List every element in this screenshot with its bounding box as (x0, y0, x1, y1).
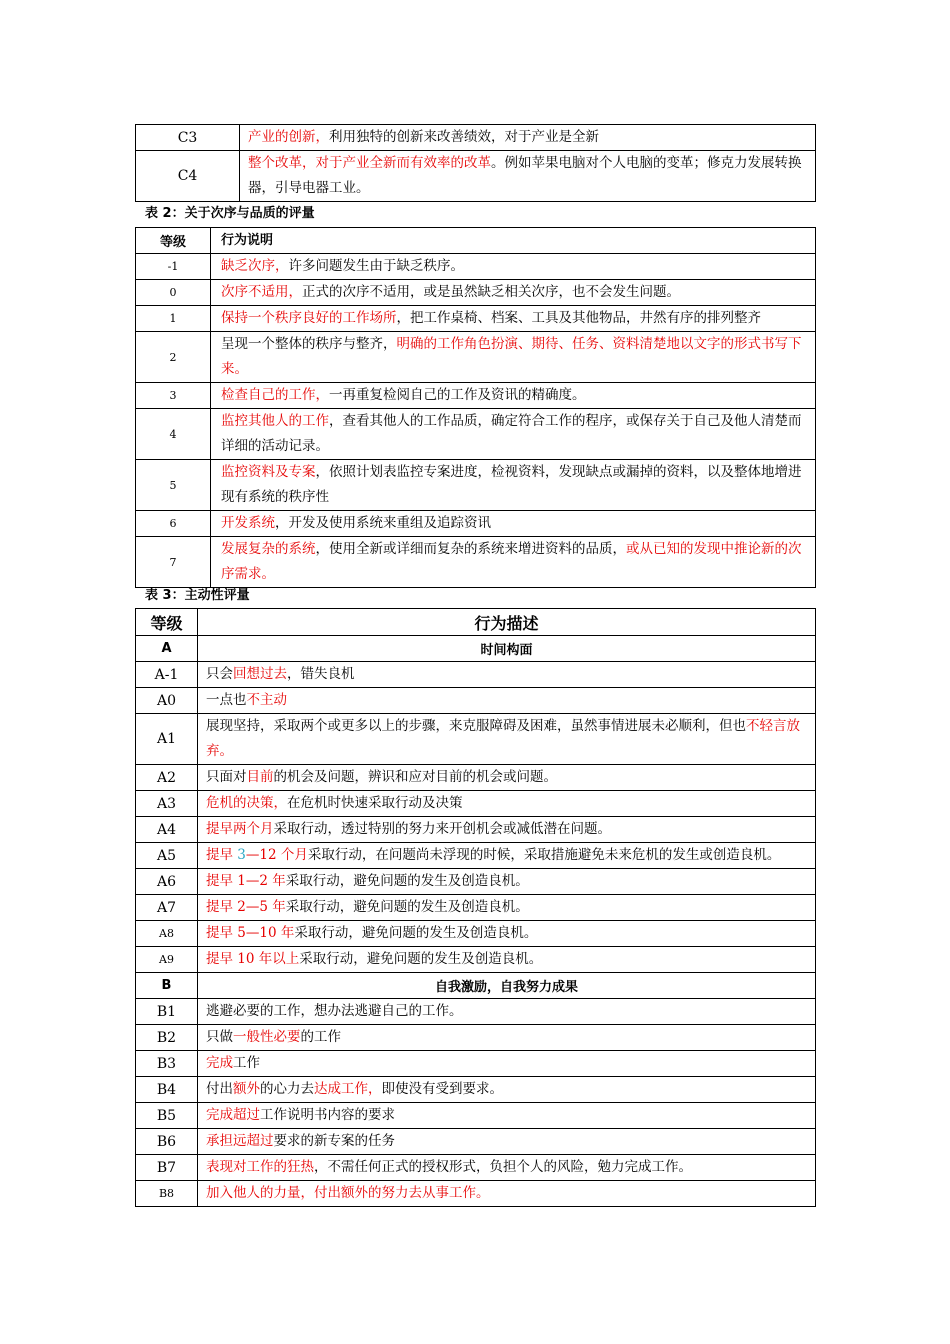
text-run: 采取行动，在问题尚未浮现的时候，采取措施避免未来危机的发生或创造良机。 (307, 847, 781, 863)
table-3-section-a-body (136, 662, 816, 973)
level-cell: B6 (136, 1129, 198, 1155)
text-run: ，不需任何正式的授权形式，负担个人的风险，勉力完成工作。 (314, 1159, 692, 1175)
level-cell: A7 (136, 895, 198, 921)
description-cell (198, 1181, 816, 1207)
description-cell (211, 280, 816, 306)
table-row (136, 843, 816, 869)
text-run: ，使用全新或详细而复杂的系统来增进资料的品质， (315, 541, 626, 557)
text-run: ，查看其他人的工作品质，确定符合工作的程序，或保存关于自己及他人清楚而详细的活动记录。 (221, 413, 802, 454)
table-row (136, 383, 816, 409)
level-cell: A8 (136, 921, 198, 947)
text-run: 提早两个月 (206, 821, 274, 837)
level-cell: A4 (136, 817, 198, 843)
table-row (136, 895, 816, 921)
text-run: 提早 (206, 847, 238, 863)
header-level: 等级 (136, 609, 198, 636)
table-row (136, 537, 816, 588)
level-cell: A0 (136, 688, 198, 714)
text-run: 提早 5—10 年 (206, 925, 295, 941)
level-cell: 2 (136, 332, 211, 383)
text-run: 采取行动，避免问题的发生及创造良机。 (285, 873, 529, 889)
section-title: 时间构面 (198, 636, 816, 662)
table-2-body (136, 254, 816, 588)
section-level: A (136, 636, 198, 662)
level-cell: B2 (136, 1025, 198, 1051)
section-row-b (136, 973, 816, 999)
table-row (136, 280, 816, 306)
table-row (136, 1129, 816, 1155)
level-cell: B5 (136, 1103, 198, 1129)
description-cell (198, 1051, 816, 1077)
level-cell: 6 (136, 511, 211, 537)
text-run: 即使没有受到要求。 (381, 1081, 503, 1097)
text-run: 只做 (206, 1029, 233, 1045)
text-run: 提早 10 年以上 (206, 951, 300, 967)
text-run: 保持一个秩序良好的工作场所 (221, 310, 397, 326)
level-cell: 4 (136, 409, 211, 460)
description-cell (198, 791, 816, 817)
text-run: 呈现一个整体的秩序与整齐， (221, 336, 397, 352)
text-run: 目前 (246, 769, 274, 785)
description-cell (198, 662, 816, 688)
table-row (136, 947, 816, 973)
description-cell (198, 817, 816, 843)
text-run: 危机的决策， (206, 795, 287, 811)
header-desc: 行为说明 (211, 228, 816, 254)
section-title: 自我激励，自我努力成果 (198, 973, 816, 999)
text-run: 监控资料及专案 (221, 464, 316, 480)
level-cell: 1 (136, 306, 211, 332)
description-cell (240, 125, 816, 151)
text-run: 的心力去 (260, 1081, 314, 1097)
description-cell (211, 537, 816, 588)
description-cell (198, 921, 816, 947)
text-run: 完成 (206, 1055, 233, 1071)
table-3-initiative (135, 608, 816, 1207)
table-3-caption: 表 3：主动性评量 (145, 588, 250, 603)
table-row (136, 1181, 816, 1207)
description-cell (198, 688, 816, 714)
text-run: 一般性必要 (233, 1029, 301, 1045)
description-cell (198, 999, 816, 1025)
level-cell: B4 (136, 1077, 198, 1103)
table-row (136, 1155, 816, 1181)
level-cell: B8 (136, 1181, 198, 1207)
text-run: 表现对工作的狂热 (206, 1159, 314, 1175)
table-2-order-quality (135, 227, 816, 588)
level-cell: A2 (136, 765, 198, 791)
header-desc: 行为描述 (198, 609, 816, 636)
text-run: 整个改革，对于产业全新而有效率的改革 (248, 155, 491, 171)
table-row (136, 306, 816, 332)
text-run: 要求的新专案的任务 (273, 1133, 395, 1149)
description-cell (198, 895, 816, 921)
description-cell (198, 765, 816, 791)
text-run: 在危机时快速采取行动及决策 (287, 795, 463, 811)
section-row-a (136, 636, 816, 662)
level-cell: -1 (136, 254, 211, 280)
table-row (136, 1077, 816, 1103)
description-cell (211, 511, 816, 537)
table-row (136, 125, 816, 151)
table-row (136, 332, 816, 383)
description-cell (198, 1103, 816, 1129)
table-row (136, 1051, 816, 1077)
text-run: —12 个月 (245, 847, 308, 863)
description-cell (198, 1129, 816, 1155)
text-run: 次序不适用， (221, 284, 302, 300)
level-cell: 3 (136, 383, 211, 409)
text-run: 完成超过 (206, 1107, 260, 1123)
header-level: 等级 (136, 228, 211, 254)
text-run: 提早 1—2 年 (206, 873, 286, 889)
text-run: 一再重复检阅自己的工作及资讯的精确度。 (329, 387, 586, 403)
text-run: 只会 (206, 666, 233, 682)
table-row (136, 1103, 816, 1129)
level-cell: 0 (136, 280, 211, 306)
text-run: 加入他人的力量，付出额外的努力去从事工作。 (206, 1185, 490, 1201)
level-cell: B3 (136, 1051, 198, 1077)
text-run: 工作说明书内容的要求 (260, 1107, 395, 1123)
section-level: B (136, 973, 198, 999)
text-run: 展现坚持，采取两个或更多以上的步骤，来克服障碍及困难，虽然事情进展未必顺利，但也 (206, 718, 746, 734)
level-cell: 7 (136, 537, 211, 588)
level-cell: A9 (136, 947, 198, 973)
description-cell (240, 151, 816, 202)
text-run: 额外 (233, 1081, 260, 1097)
text-run: 3 (237, 847, 246, 863)
text-run: 承担远超过 (206, 1133, 274, 1149)
text-run: 检查自己的工作， (221, 387, 329, 403)
table-row (136, 460, 816, 511)
text-run: ，把工作桌椅、档案、工具及其他物品，井然有序的排列整齐 (396, 310, 761, 326)
level-cell: C4 (136, 151, 240, 202)
table-row (136, 254, 816, 280)
text-run: 的工作 (300, 1029, 341, 1045)
text-run: 或从已知的发现中推论新的次序需求。 (221, 541, 802, 582)
text-run: ，错失良机 (287, 666, 355, 682)
description-cell (198, 869, 816, 895)
table-row (136, 999, 816, 1025)
table-row (136, 765, 816, 791)
text-run: 逃避必要的工作，想办法逃避自己的工作。 (206, 1003, 463, 1019)
level-cell: A5 (136, 843, 198, 869)
table-row (136, 714, 816, 765)
text-run: 缺乏次序， (221, 258, 289, 274)
level-cell: B7 (136, 1155, 198, 1181)
text-run: 一点也 (206, 692, 247, 708)
level-cell: 5 (136, 460, 211, 511)
description-cell (211, 409, 816, 460)
text-run: 采取行动，透过特别的努力来开创机会或减低潜在问题。 (273, 821, 611, 837)
table-row (136, 869, 816, 895)
description-cell (198, 1077, 816, 1103)
description-cell (198, 1025, 816, 1051)
text-run: 回想过去 (233, 666, 287, 682)
table-header-row (136, 609, 816, 636)
text-run: 开发系统 (221, 515, 275, 531)
text-run: 产业的创新， (248, 129, 329, 145)
text-run: 正式的次序不适用，或是虽然缺乏相关次序，也不会发生问题。 (302, 284, 680, 300)
table-row (136, 511, 816, 537)
text-run: ，依照计划表监控专案进度，检视资料，发现缺点或漏掉的资料，以及整体地增进现有系统的秩序性 (221, 464, 802, 505)
table-row (136, 791, 816, 817)
text-run: 利用独特的创新来改善绩效，对于产业是全新 (329, 129, 599, 145)
level-cell: A3 (136, 791, 198, 817)
text-run: 采取行动，避免问题的发生及创造良机。 (285, 899, 529, 915)
level-cell: B1 (136, 999, 198, 1025)
text-run: 不轻言放弃。 (206, 718, 800, 759)
text-run: 。例如苹果电脑对个人电脑的变革；修克力发展转换器，引导电器工业。 (248, 155, 802, 196)
text-run: 发展复杂的系统 (221, 541, 316, 557)
text-run: 明确的工作角色扮演、期待、任务、资料清楚地以文字的形式书写下来。 (221, 336, 802, 377)
description-cell (211, 306, 816, 332)
text-run: 不主动 (246, 692, 287, 708)
table-1-continuation (135, 124, 816, 202)
text-run: 只面对 (206, 769, 247, 785)
level-cell: A6 (136, 869, 198, 895)
level-cell: C3 (136, 125, 240, 151)
text-run: 许多问题发生由于缺乏秩序。 (288, 258, 464, 274)
level-cell: A-1 (136, 662, 198, 688)
table-header-row (136, 228, 816, 254)
description-cell (198, 843, 816, 869)
table-row (136, 921, 816, 947)
table-row (136, 409, 816, 460)
table-2-caption: 表 2：关于次序与品质的评量 (145, 206, 315, 221)
table-row (136, 662, 816, 688)
text-run: 付出 (206, 1081, 233, 1097)
table-row (136, 817, 816, 843)
table-row (136, 1025, 816, 1051)
description-cell (211, 383, 816, 409)
description-cell (198, 714, 816, 765)
description-cell (211, 254, 816, 280)
text-run: ，开发及使用系统来重组及追踪资讯 (275, 515, 491, 531)
table-3-section-b-body (136, 999, 816, 1207)
text-run: 工作 (233, 1055, 260, 1071)
text-run: 采取行动，避免问题的发生及创造良机。 (299, 951, 543, 967)
level-cell: A1 (136, 714, 198, 765)
text-run: 采取行动，避免问题的发生及创造良机。 (294, 925, 538, 941)
text-run: 监控其他人的工作 (221, 413, 329, 429)
description-cell (198, 947, 816, 973)
table-row (136, 688, 816, 714)
description-cell (211, 332, 816, 383)
text-run: 达成工作， (314, 1081, 382, 1097)
text-run: 的机会及问题，辨识和应对目前的机会或问题。 (273, 769, 557, 785)
description-cell (211, 460, 816, 511)
table-row (136, 151, 816, 202)
description-cell (198, 1155, 816, 1181)
text-run: 提早 2—5 年 (206, 899, 286, 915)
